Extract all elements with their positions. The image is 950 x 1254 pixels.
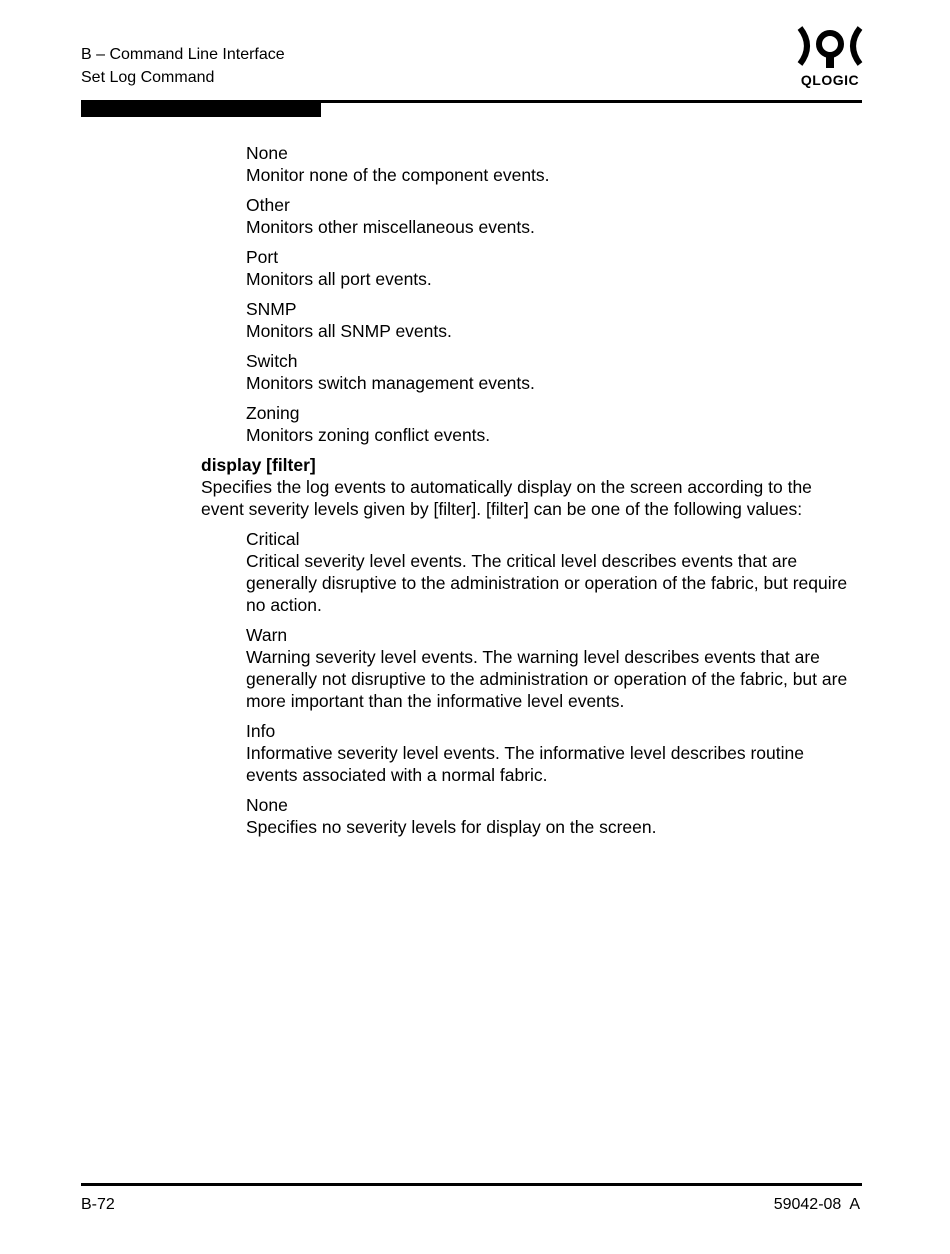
item-desc: Critical severity level events. The critical level describes events that are generally disruptive to the administration or operation of the fabric, but require no action. <box>246 551 848 615</box>
list-item <box>246 194 851 238</box>
item-term: Warn <box>246 625 288 645</box>
item-desc: Informative severity level events. The informative level describes routine events associated with a normal fabric. <box>246 743 804 785</box>
display-parameter <box>201 454 851 520</box>
item-desc: Monitor none of the component events. <box>246 165 550 185</box>
item-term: Switch <box>246 351 298 371</box>
page-body <box>201 142 851 846</box>
item-term: Critical <box>246 529 300 549</box>
list-item <box>246 246 851 290</box>
logo-wordmark: QLOGIC <box>800 72 860 88</box>
list-item <box>246 794 851 838</box>
parameter-desc: Specifies the log events to automatically display on the screen according to the event severity levels given by [filter]. [filter] can be one of the following values: <box>201 477 812 519</box>
parameter-title: display [filter] <box>201 455 316 475</box>
footer-rule <box>81 1183 862 1186</box>
item-desc: Warning severity level events. The warning level describes events that are generally not disruptive to the administration or operation of the fabric, but are more important than the informative level events. <box>246 647 848 711</box>
item-desc: Specifies no severity levels for display on the screen. <box>246 817 657 837</box>
list-item <box>246 720 851 786</box>
item-term: Zoning <box>246 403 300 423</box>
list-item <box>246 298 851 342</box>
list-item <box>246 624 851 712</box>
document-number: 59042-08 A <box>773 1196 860 1213</box>
item-term: Other <box>246 195 290 215</box>
item-desc: Monitors other miscellaneous events. <box>246 217 535 237</box>
header-section: Set Log Command <box>81 69 215 86</box>
item-term: Info <box>246 721 276 741</box>
page-number: B-72 <box>81 1196 115 1213</box>
running-header <box>81 43 285 89</box>
list-item <box>246 350 851 394</box>
item-desc: Monitors switch management events. <box>246 373 535 393</box>
item-term: None <box>246 795 288 815</box>
qlogic-logo-mark-icon <box>796 24 864 70</box>
list-item <box>246 142 851 186</box>
item-desc: Monitors all SNMP events. <box>246 321 452 341</box>
item-term: SNMP <box>246 299 297 319</box>
qlogic-logo <box>796 24 864 90</box>
item-desc: Monitors zoning conflict events. <box>246 425 491 445</box>
list-item <box>246 402 851 446</box>
header-bar <box>81 103 321 117</box>
item-term: Port <box>246 247 279 267</box>
item-desc: Monitors all port events. <box>246 269 432 289</box>
item-term: None <box>246 143 288 163</box>
list-item <box>246 528 851 616</box>
header-chapter: B – Command Line Interface <box>81 46 285 63</box>
